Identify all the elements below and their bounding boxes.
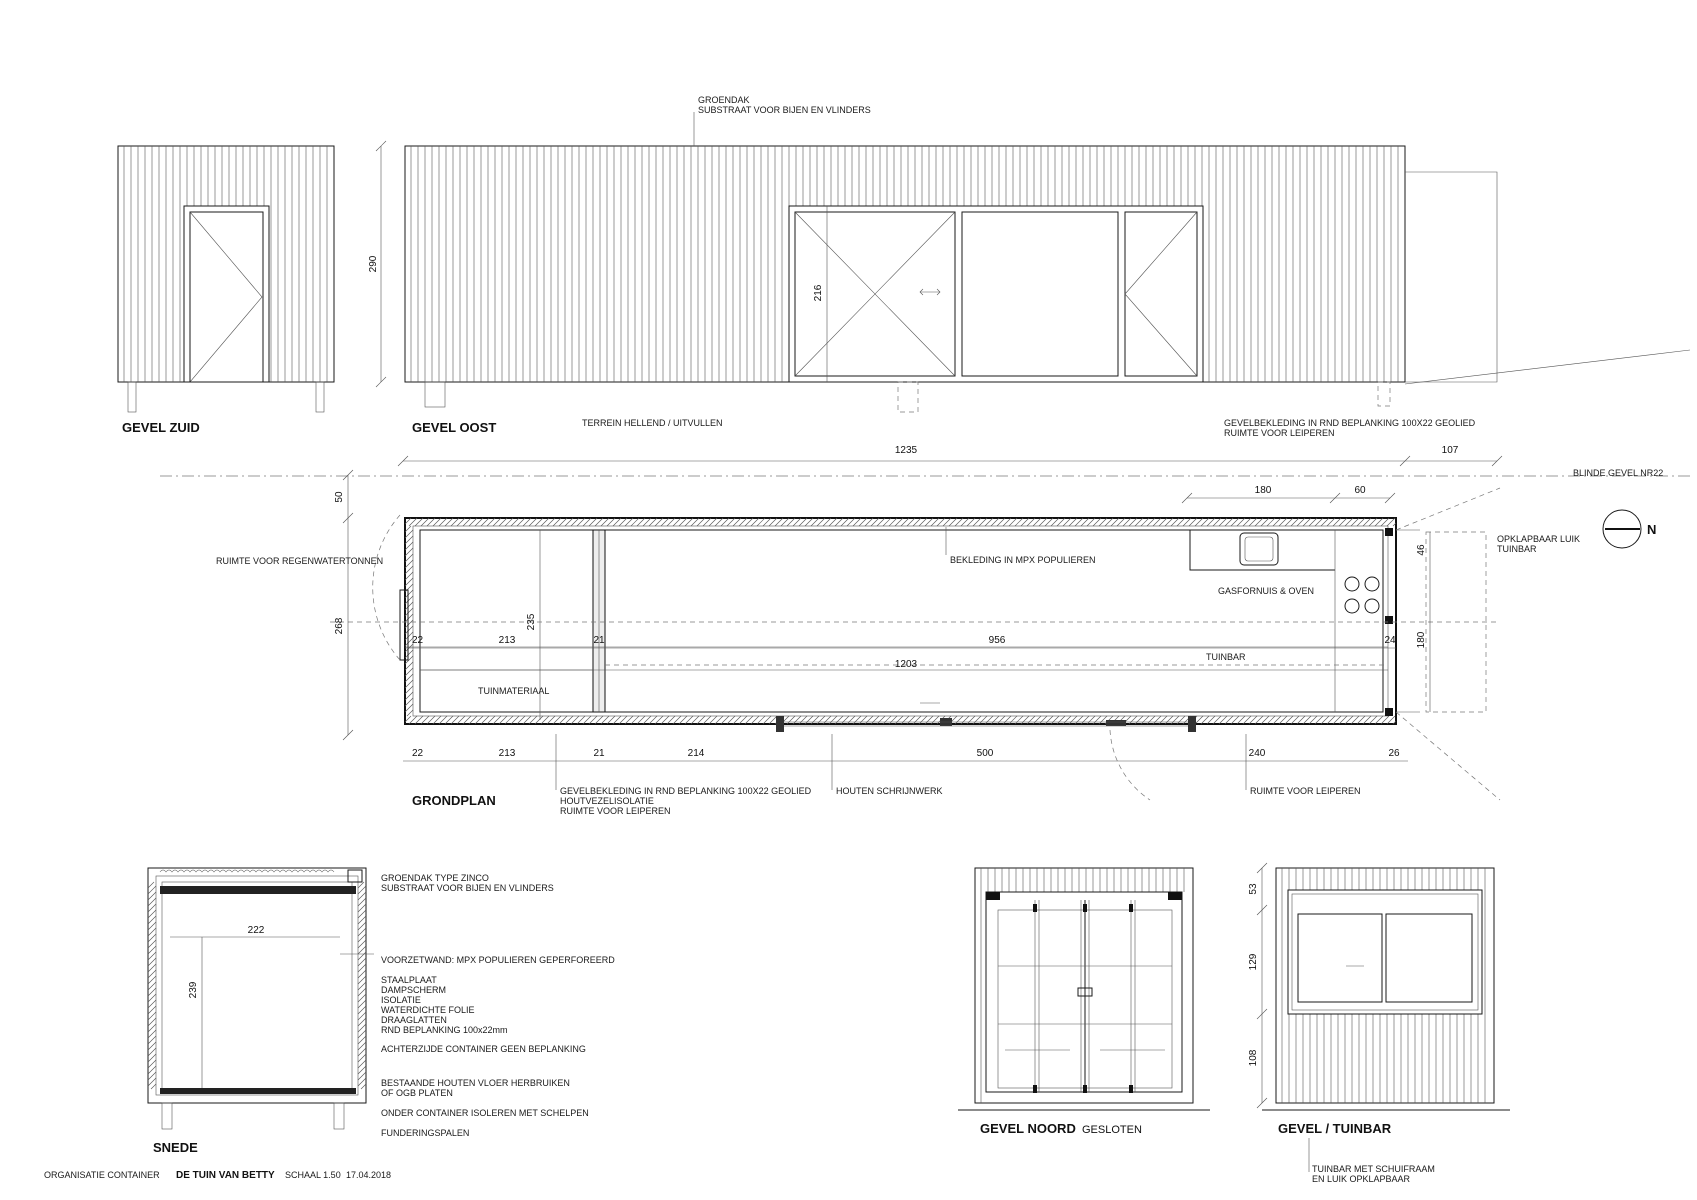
snede: [148, 868, 615, 1155]
tuinbar-note-line2: EN LUIK OPKLAPBAAR: [1312, 1174, 1411, 1184]
label-opklap-line1: OPKLAPBAAR LUIK: [1497, 534, 1581, 544]
snede-note: DAMPSCHERM: [381, 985, 447, 995]
snede-note: SUBSTRAAT VOOR BIJEN EN VLINDERS: [381, 883, 554, 893]
north-label: N: [1647, 522, 1657, 537]
dim-oost-height: 290: [368, 255, 379, 273]
dim-row1-21: 21: [593, 635, 605, 646]
dim-bottom-22: 22: [412, 748, 424, 759]
hatch-line: [358, 882, 364, 888]
label-tuinbar: TUINBAR: [1206, 652, 1246, 662]
dim-180-vertical: 180: [1416, 631, 1427, 649]
dim-side-60: 60: [1354, 485, 1366, 496]
snede-note: BESTAANDE HOUTEN VLOER HERBRUIKEN: [381, 1078, 570, 1088]
label-leiperen: RUIMTE VOOR LEIPEREN: [1250, 786, 1361, 796]
label-regenwatertonnen: RUIMTE VOOR REGENWATERTONNEN: [216, 556, 384, 566]
hatch-line: [361, 1084, 366, 1089]
dim-tuinbar-53: 53: [1248, 883, 1259, 895]
snede-note: VOORZETWAND: MPX POPULIEREN GEPERFOREERD: [381, 955, 615, 965]
hatch-line: [151, 1084, 156, 1089]
dim-snede-239: 239: [188, 981, 199, 999]
grondplan: [160, 445, 1690, 816]
dim-46: 46: [1416, 544, 1427, 556]
dim-row2-1203: 1203: [894, 659, 918, 670]
footer-scale: SCHAAL 1.50: [285, 1170, 341, 1180]
dim-row1-213: 213: [498, 635, 516, 646]
snede-note: DRAAGLATTEN: [381, 1015, 447, 1025]
hatch-line: [407, 710, 413, 716]
gevel-oost: [368, 95, 1690, 438]
gevel-zuid-title: GEVEL ZUID: [122, 420, 200, 435]
dim-bottom-21: 21: [593, 748, 605, 759]
dim-row1-956: 956: [988, 635, 1006, 646]
gevel-noord-subtitle: GESLOTEN: [1082, 1124, 1142, 1136]
dim-total-1235: 1235: [894, 445, 918, 456]
gevel-noord-title: GEVEL NOORD: [980, 1121, 1076, 1136]
note-cladding-line2: RUIMTE VOOR LEIPEREN: [1224, 428, 1335, 438]
snede-note: STAALPLAAT: [381, 975, 437, 985]
gevel-noord: [958, 868, 1210, 1136]
note-terrain: TERREIN HELLEND / UITVULLEN: [582, 418, 723, 428]
dim-snede-222: 222: [247, 925, 265, 936]
dim-bottom-214: 214: [687, 748, 705, 759]
dim-268: 268: [334, 617, 345, 635]
dim-oost-window: 216: [813, 284, 824, 302]
dim-50: 50: [334, 491, 345, 503]
label-gevelbekleding-line1: GEVELBEKLEDING IN RND BEPLANKING 100X22 GEOLIED: [560, 786, 812, 796]
hatch-line: [148, 882, 154, 888]
snede-note: RND BEPLANKING 100x22mm: [381, 1025, 508, 1035]
dim-extra-107: 107: [1441, 445, 1459, 456]
snede-hatch: [148, 882, 366, 1089]
dim-bottom-26: 26: [1388, 748, 1400, 759]
dim-kitchen-180: 180: [1254, 485, 1272, 496]
footer-project: DE TUIN VAN BETTY: [176, 1170, 275, 1181]
dim-235: 235: [526, 613, 537, 631]
dim-bottom-500: 500: [976, 748, 994, 759]
dim-row1-24: 24: [1384, 635, 1396, 646]
gevel-tuinbar: [1248, 863, 1510, 1184]
label-schrijnwerk: HOUTEN SCHRIJNWERK: [836, 786, 943, 796]
dim-bottom-240: 240: [1248, 748, 1266, 759]
snede-note: OF OGB PLATEN: [381, 1088, 453, 1098]
note-cladding-line1: GEVELBEKLEDING IN RND BEPLANKING 100X22 GEOLIED: [1224, 418, 1476, 428]
note-roof-line2: SUBSTRAAT VOOR BIJEN EN VLINDERS: [698, 105, 871, 115]
label-bekleding: BEKLEDING IN MPX POPULIEREN: [950, 555, 1096, 565]
snede-title: SNEDE: [153, 1140, 198, 1155]
footer-prefix: ORGANISATIE CONTAINER: [44, 1170, 160, 1180]
tuinbar-note-line1: TUINBAR MET SCHUIFRAAM: [1312, 1164, 1435, 1174]
snede-note: FUNDERINGSPALEN: [381, 1128, 470, 1138]
gevel-tuinbar-title: GEVEL / TUINBAR: [1278, 1121, 1392, 1136]
footer-date: 17.04.2018: [346, 1170, 392, 1180]
note-roof-line1: GROENDAK: [698, 95, 750, 105]
dim-row1-22: 22: [412, 635, 424, 646]
snede-notes: [381, 873, 615, 1138]
wall-hatch: [405, 518, 1396, 724]
label-gasfornuis: GASFORNUIS & OVEN: [1218, 586, 1315, 596]
label-gevelbekleding-line3: RUIMTE VOOR LEIPEREN: [560, 806, 671, 816]
snede-note: GROENDAK TYPE ZINCO: [381, 873, 489, 883]
grondplan-title: GRONDPLAN: [412, 793, 496, 808]
label-opklap-line2: TUINBAR: [1497, 544, 1537, 554]
label-tuinmateriaal: TUINMATERIAAL: [478, 686, 550, 696]
snede-note: ISOLATIE: [381, 995, 421, 1005]
dim-tuinbar-108: 108: [1248, 1049, 1259, 1067]
dim-tuinbar-129: 129: [1248, 953, 1259, 971]
label-blinde-gevel: BLINDE GEVEL NR22: [1573, 468, 1664, 478]
title-block: [44, 1170, 391, 1181]
gevel-oost-title: GEVEL OOST: [412, 420, 497, 435]
snede-note: ONDER CONTAINER ISOLEREN MET SCHELPEN: [381, 1108, 589, 1118]
gevel-zuid: [118, 146, 334, 435]
snede-note: WATERDICHTE FOLIE: [381, 1005, 475, 1015]
snede-note: ACHTERZIJDE CONTAINER GEEN BEPLANKING: [381, 1044, 586, 1054]
dim-bottom-213: 213: [498, 748, 516, 759]
label-gevelbekleding-line2: HOUTVEZELISOLATIE: [560, 796, 654, 806]
